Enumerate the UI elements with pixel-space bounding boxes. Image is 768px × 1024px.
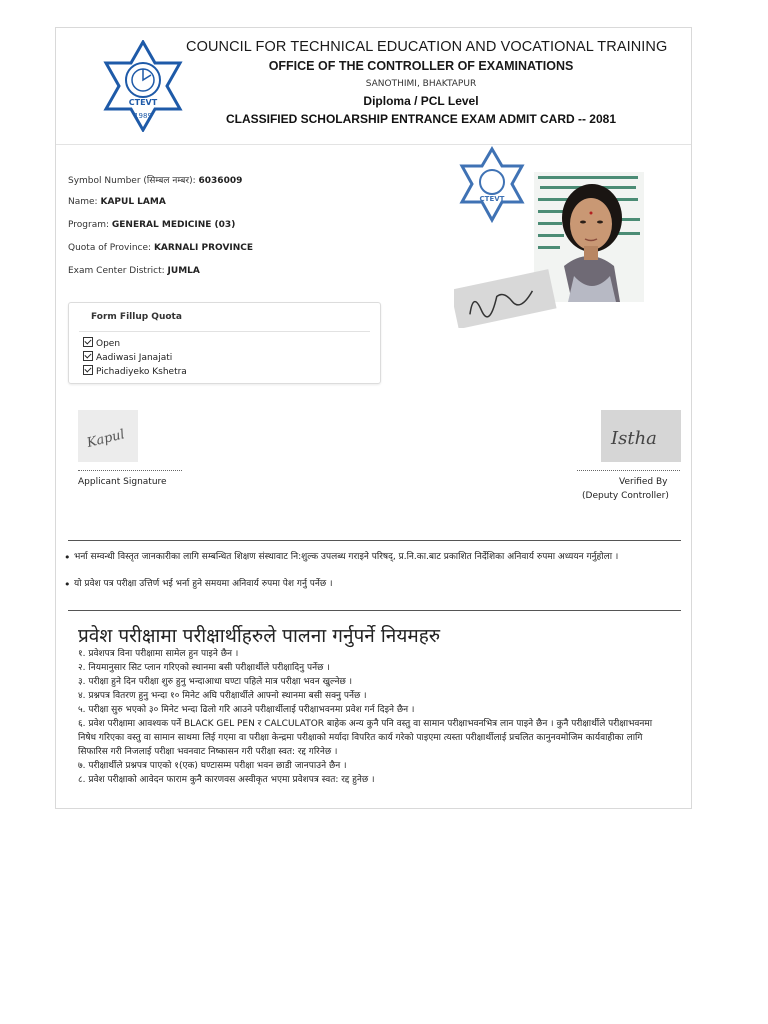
program-value: GENERAL MEDICINE (03) [111, 220, 236, 230]
verifier-signature-text: Istha [611, 428, 657, 449]
quota-item: Aadiwasi Janajati [83, 351, 172, 363]
office-title: OFFICE OF THE CONTROLLER OF EXAMINATIONS [268, 59, 574, 73]
level-title: Diploma / PCL Level [363, 94, 479, 108]
verified-by-label: Verified By [619, 477, 668, 487]
district-value: JUMLA [167, 266, 200, 276]
notes-divider [68, 540, 681, 541]
rule-item: ७. परीक्षार्थीले प्रश्नपत्र पाएको १(एक) घण्टासम्म परीक्षा भवन छाडी जानपाउने छैन । [78, 761, 347, 771]
office-address: SANOTHIMI, BHAKTAPUR [365, 79, 477, 89]
deputy-controller-label: (Deputy Controller) [582, 491, 669, 501]
ctevt-logo-icon [100, 40, 186, 132]
rule-item: १. प्रवेशपत्र विना परीक्षामा सामेल हुन पाइने छैन । [78, 649, 239, 659]
checkbox-checked-icon [83, 365, 93, 375]
rules-divider [68, 610, 681, 611]
district-row [68, 266, 200, 276]
admit-card [55, 27, 692, 809]
district-label: Exam Center District: [68, 266, 165, 276]
quota-panel [68, 302, 381, 384]
verifier-signature-image [601, 410, 681, 462]
rule-item: ५. परीक्षा सुरु भएको ३० मिनेट भन्दा ढिलो गरि आउने परीक्षार्थीलाई परीक्षाभवनमा प्रवेश गर्न दिइने छैन । [78, 705, 415, 715]
applicant-signature-image [78, 410, 138, 462]
quota-item: Pichadiyeko Kshetra [83, 365, 187, 377]
logo-year: 1989 [134, 112, 152, 120]
note-item: • भर्ना सम्वन्धी विस्तृत जानकारीका लागि सम्बन्धित शिक्षण संस्थावाट नि:शुल्क उपलब्ध गराइने परिषद्, प्र.नि.का.बाट प्रकाशित निर्देशिका अनिवार्य रुपमा अध्ययन गर्नुहोला । [74, 551, 674, 564]
name-label: Name: [68, 197, 98, 207]
card-header [56, 28, 691, 145]
program-label: Program: [68, 220, 110, 230]
rule-item: ६. प्रवेश परीक्षामा आवश्यक पर्ने BLACK GEL PEN र CALCULATOR बाहेक अन्य कुनै पनि वस्तु वा सामान परीक्षाभवनभित्र लान पाइने छैन । कुनै परीक्षार्थीले परीक्षाभवनमा निषेध गरिएका वस्तु वा सामान साथमा लिई गएमा वा परीक्षा केन्द्रमा परीक्षाको मर्यादा विपरित कार्य गरेको पाइएमा त्यस्ता परीक्षार्थीलाई प्रचलित कानुनवमोजिम कार्यवाहीका लागि सिफारिस गरी निजलाई परीक्षा भवनवाट निष्कासन गरी परीक्षा स्वत: रद्द गरिनेछ । [78, 719, 653, 757]
name-row [68, 197, 166, 207]
symbol-number-label: Symbol Number (सिम्बल नम्बर): [68, 176, 196, 186]
applicant-signature-text: Kapul [85, 427, 127, 452]
checkbox-checked-icon [83, 351, 93, 361]
symbol-number-value: 6036009 [198, 176, 243, 186]
note-item: • यो प्रवेश पत्र परीक्षा उत्तिर्ण भई भर्ना हुने समयमा अनिवार्य रुपमा पेश गर्नु पर्नेछ । [74, 578, 674, 591]
svg-text:CTEVT: CTEVT [479, 195, 505, 203]
applicant-signature-label: Applicant Signature [78, 477, 167, 487]
candidate-photo [454, 146, 654, 328]
program-row [68, 220, 235, 230]
quota-item: Open [83, 337, 120, 349]
province-label: Quota of Province: [68, 243, 152, 253]
rule-item: ८. प्रवेश परीक्षाको आवेदन फाराम कुनै कारणवस अस्वीकृत भएमा प्रवेशपत्र स्वत: रद्द हुनेछ । [78, 775, 375, 785]
province-row [68, 243, 253, 253]
quota-title: Form Fillup Quota [91, 312, 182, 322]
name-value: KAPUL LAMA [100, 197, 166, 207]
symbol-number-row [68, 173, 242, 186]
council-title: COUNCIL FOR TECHNICAL EDUCATION AND VOCATIONAL TRAINING [186, 39, 668, 55]
province-value: KARNALI PROVINCE [153, 243, 254, 253]
rule-item: ३. परीक्षा हुने दिन परीक्षा शुरु हुनु भन्दाआधा घण्टा पहिले मात्र परीक्षा भवन खुल्नेछ । [78, 677, 353, 687]
rule-item: ४. प्रश्नपत्र वितरण हुनु भन्दा १० मिनेट अघि परीक्षार्थीले आफ्नो स्थानमा बसी सक्नु पर्नेछ । [78, 691, 367, 701]
logo-text: CTEVT [128, 98, 158, 107]
rule-item: २. नियमानुसार सिट प्लान गरिएको स्थानमा बसी परीक्षार्थीले परीक्षादिनु पर्नेछ । [78, 663, 330, 673]
checkbox-checked-icon [83, 337, 93, 347]
rules-title: प्रवेश परीक्षामा परीक्षार्थीहरुले पालना गर्नुपर्ने नियमहरु [78, 625, 441, 647]
admit-card-title: CLASSIFIED SCHOLARSHIP ENTRANCE EXAM ADMIT CARD -- 2081 [225, 112, 617, 126]
